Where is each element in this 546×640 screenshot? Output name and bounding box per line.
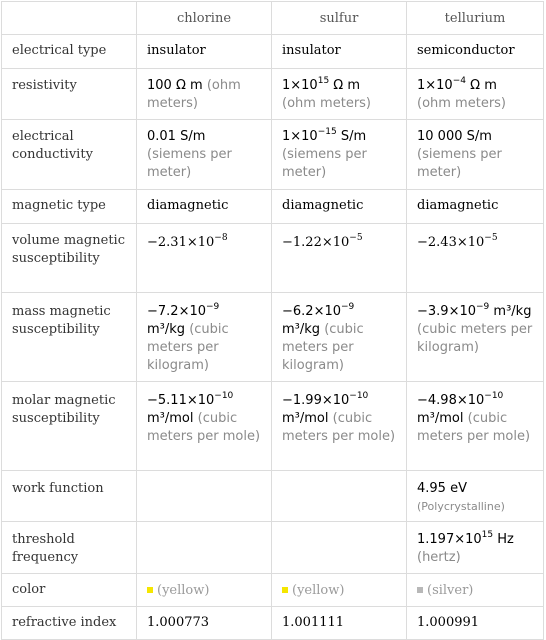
unit-symbol: Hz — [493, 532, 514, 547]
unit-symbol: Ω m — [329, 78, 361, 93]
cell-molar-susceptibility-sulfur — [272, 382, 407, 471]
exponent: −8 — [214, 232, 228, 243]
mantissa: −5.11×10 — [147, 393, 215, 408]
unit-symbol: S/m — [336, 129, 367, 144]
exponent: −10 — [484, 390, 504, 401]
row-mass-susceptibility — [2, 293, 544, 382]
cell-color-sulfur — [272, 574, 407, 607]
unit-label: (cubic meters per kilogram) — [282, 322, 364, 373]
value: 100 Ω m — [147, 78, 203, 93]
cell-work-function-chlorine — [137, 471, 272, 522]
cell-resistivity-sulfur — [272, 69, 407, 120]
unit-symbol: Ω m — [466, 78, 497, 93]
cell-color-chlorine — [137, 574, 272, 607]
cell-conductivity-sulfur — [272, 120, 407, 190]
color-name: (yellow) — [157, 583, 210, 598]
unit-symbol: m³/mol — [147, 411, 194, 426]
cell-color-tellurium — [407, 574, 544, 607]
row-label-molar-susceptibility: molar magnetic susceptibility — [2, 382, 137, 471]
note-label: (Polycrystalline) — [417, 500, 505, 513]
unit-label: (siemens per meter) — [417, 147, 502, 180]
mantissa: −6.2×10 — [282, 304, 342, 319]
unit-label: (siemens per meter) — [282, 147, 367, 180]
exponent: −5 — [484, 232, 498, 243]
mantissa: −4.98×10 — [417, 393, 485, 408]
row-electrical-type — [2, 35, 544, 69]
unit-label: (cubic meters per mole) — [282, 411, 396, 444]
row-electrical-conductivity — [2, 120, 544, 190]
value: 10 000 S/m — [417, 129, 492, 144]
cell-molar-susceptibility-tellurium — [407, 382, 544, 471]
cell-magnetic-type-sulfur: diamagnetic — [272, 190, 407, 224]
properties-table — [1, 1, 544, 640]
unit-label: (ohm meters) — [282, 96, 372, 111]
row-threshold-frequency — [2, 522, 544, 574]
exponent: 15 — [317, 75, 330, 86]
unit-label: (ohm meters) — [417, 96, 507, 111]
cell-refractive-index-sulfur: 1.001111 — [272, 607, 407, 640]
exponent: 15 — [481, 529, 494, 540]
cell-refractive-index-chlorine: 1.000773 — [137, 607, 272, 640]
unit-symbol: m³/kg — [282, 322, 321, 337]
row-magnetic-type — [2, 190, 544, 224]
unit-label: (cubic meters per kilogram) — [417, 322, 533, 355]
exponent: −9 — [206, 301, 220, 312]
column-header-tellurium: tellurium — [407, 2, 544, 35]
color-name: (silver) — [427, 583, 474, 598]
color-name: (yellow) — [292, 583, 345, 598]
unit-label: (cubic meters per kilogram) — [147, 322, 229, 373]
unit-symbol: m³/kg — [147, 322, 186, 337]
unit-label: (ohm meters) — [147, 78, 241, 111]
exponent: −10 — [214, 390, 234, 401]
cell-magnetic-type-tellurium: diamagnetic — [407, 190, 544, 224]
row-label-volume-susceptibility: volume magnetic susceptibility — [2, 224, 137, 293]
unit-label: (cubic meters per mole) — [417, 411, 531, 444]
cell-volume-susceptibility-sulfur — [272, 224, 407, 293]
row-refractive-index — [2, 607, 544, 640]
cell-threshold-frequency-tellurium — [407, 522, 544, 574]
mantissa: −2.43×10 — [417, 235, 485, 250]
corner-cell — [2, 2, 137, 35]
row-label-electrical-type: electrical type — [2, 35, 137, 69]
exponent: −4 — [452, 75, 466, 86]
row-work-function — [2, 471, 544, 522]
cell-magnetic-type-chlorine: diamagnetic — [137, 190, 272, 224]
row-label-refractive-index: refractive index — [2, 607, 137, 640]
cell-mass-susceptibility-chlorine — [137, 293, 272, 382]
exponent: −15 — [317, 126, 337, 137]
unit-label: (siemens per meter) — [147, 147, 232, 180]
column-header-sulfur: sulfur — [272, 2, 407, 35]
cell-conductivity-tellurium — [407, 120, 544, 190]
color-swatch — [282, 587, 288, 593]
column-header-chlorine: chlorine — [137, 2, 272, 35]
unit-symbol: m³/kg — [489, 304, 532, 319]
color-swatch — [417, 587, 423, 593]
row-label-magnetic-type: magnetic type — [2, 190, 137, 224]
cell-resistivity-tellurium — [407, 69, 544, 120]
row-color — [2, 574, 544, 607]
exponent: −5 — [349, 232, 363, 243]
row-label-resistivity: resistivity — [2, 69, 137, 120]
mantissa: 1×10 — [417, 78, 453, 93]
row-label-color: color — [2, 574, 137, 607]
mantissa: 1×10 — [282, 129, 318, 144]
value: 4.95 eV — [417, 481, 467, 496]
mantissa: −1.22×10 — [282, 235, 350, 250]
header-row — [2, 2, 544, 35]
row-resistivity — [2, 69, 544, 120]
mantissa: −7.2×10 — [147, 304, 207, 319]
mantissa: 1×10 — [282, 78, 318, 93]
value: 0.01 S/m — [147, 129, 206, 144]
unit-symbol: m³/mol — [417, 411, 464, 426]
cell-mass-susceptibility-tellurium — [407, 293, 544, 382]
exponent: −9 — [341, 301, 355, 312]
row-molar-susceptibility — [2, 382, 544, 471]
mantissa: 1.197×10 — [417, 532, 482, 547]
cell-electrical-type-sulfur: insulator — [272, 35, 407, 69]
unit-symbol: m³/mol — [282, 411, 329, 426]
cell-volume-susceptibility-chlorine — [137, 224, 272, 293]
cell-work-function-sulfur — [272, 471, 407, 522]
unit-label: (cubic meters per mole) — [147, 411, 261, 444]
unit-label: (hertz) — [417, 550, 461, 565]
row-label-mass-susceptibility: mass magnetic susceptibility — [2, 293, 137, 382]
cell-conductivity-chlorine — [137, 120, 272, 190]
exponent: −9 — [476, 301, 490, 312]
color-swatch — [147, 587, 153, 593]
row-label-work-function: work function — [2, 471, 137, 522]
cell-volume-susceptibility-tellurium — [407, 224, 544, 293]
cell-electrical-type-tellurium: semiconductor — [407, 35, 544, 69]
mantissa: −3.9×10 — [417, 304, 477, 319]
cell-refractive-index-tellurium: 1.000991 — [407, 607, 544, 640]
cell-resistivity-chlorine — [137, 69, 272, 120]
mantissa: −1.99×10 — [282, 393, 350, 408]
row-label-electrical-conductivity: electrical conductivity — [2, 120, 137, 190]
exponent: −10 — [349, 390, 369, 401]
cell-threshold-frequency-sulfur — [272, 522, 407, 574]
cell-molar-susceptibility-chlorine — [137, 382, 272, 471]
mantissa: −2.31×10 — [147, 235, 215, 250]
cell-work-function-tellurium — [407, 471, 544, 522]
row-volume-susceptibility — [2, 224, 544, 293]
cell-mass-susceptibility-sulfur — [272, 293, 407, 382]
cell-threshold-frequency-chlorine — [137, 522, 272, 574]
row-label-threshold-frequency: threshold frequency — [2, 522, 137, 574]
cell-electrical-type-chlorine: insulator — [137, 35, 272, 69]
